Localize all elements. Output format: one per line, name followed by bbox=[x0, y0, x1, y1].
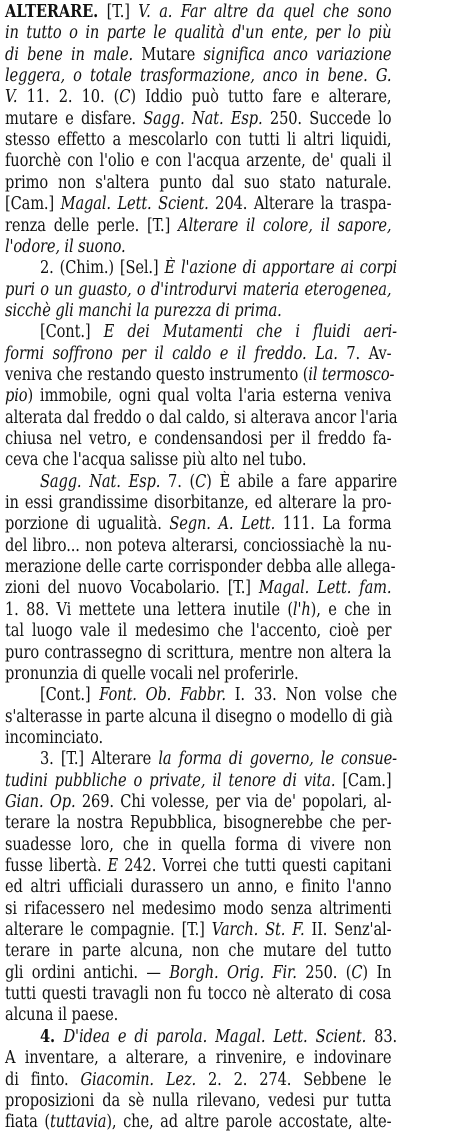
italic-text: l'odore, il suono. bbox=[5, 236, 126, 257]
text-run: mutare e disfare. bbox=[5, 108, 144, 129]
text-run: ), che, ad altre parole accostate, alte- bbox=[106, 1112, 392, 1133]
text-run: merazione delle carte corrisponder debba alle allega- bbox=[5, 557, 396, 578]
text-run: II. Senz'al- bbox=[304, 920, 392, 941]
text-run: 269. Chi volesse, per via de' popolari, al- bbox=[75, 791, 392, 812]
italic-text: il termosco- bbox=[308, 364, 395, 385]
text-run: [Cont.] bbox=[40, 322, 104, 343]
text-run: s'alterasse in parte alcuna il disegno o modello di già bbox=[5, 706, 393, 727]
text-run: 7. Av- bbox=[337, 343, 392, 364]
text-run: renza delle perle. [T.] bbox=[5, 215, 179, 236]
italic-text: V. a. Far altre da quel che sono bbox=[138, 2, 392, 22]
italic-text: tuttavia bbox=[49, 1112, 107, 1133]
text-run: ceva che l'acqua salisse più alto nel tubo. bbox=[5, 450, 307, 471]
italic-text: puri o un guasto, o d'introdurvi materia eterogenea, bbox=[5, 279, 392, 300]
italic-text: in tutto o in parte le qualità d'un ente, per lo più bbox=[5, 23, 392, 44]
text-run: ) Iddio può tutto fare e alterare, bbox=[130, 87, 392, 108]
text-run: puro contrassegno di scrittura, mentre non altera la bbox=[5, 642, 392, 663]
text-run: 83. bbox=[366, 1026, 398, 1047]
text-run: I. 33. Non volse che bbox=[225, 685, 398, 706]
italic-text: significa anco variazione bbox=[203, 44, 392, 65]
text-run: proposizioni da sè nulla rilevano, vedesi pur tutta bbox=[5, 1090, 392, 1111]
text-run: 111. La forma bbox=[275, 514, 392, 535]
text-run: ) In bbox=[362, 962, 392, 983]
italic-text: V. bbox=[5, 87, 18, 108]
text-run: stesso effetto a mescolarlo con tutti li altri liquidi, bbox=[5, 130, 392, 151]
text-run: [Cam.] bbox=[5, 194, 61, 215]
text-run: gli ordini antichi. — bbox=[5, 962, 170, 983]
bold-text: 4. bbox=[40, 1026, 64, 1047]
italic-text: Segn. A. Lett. bbox=[169, 514, 276, 535]
text-run: 250. ( bbox=[296, 962, 352, 983]
italic-text: Alterare il colore, il sapore, bbox=[178, 215, 392, 236]
italic-text: Gian. Op. bbox=[5, 791, 76, 812]
italic-text: C bbox=[119, 87, 131, 108]
italic-text: Borgh. Orig. Fir. bbox=[169, 962, 297, 983]
text-run: di finto. bbox=[5, 1069, 81, 1090]
text-run: 1. 88. Vi mettete una lettera inutile ( bbox=[5, 599, 293, 620]
text-run: fusse libertà. bbox=[5, 856, 108, 876]
text-run: porzione di ugualità. bbox=[5, 514, 170, 535]
italic-text: Magal. Lett. Scient. bbox=[60, 194, 209, 215]
text-run: Mutare bbox=[132, 44, 204, 65]
italic-text: l'h bbox=[292, 599, 311, 620]
italic-text: C bbox=[195, 471, 207, 492]
italic-text: Font. Ob. Fabbr. bbox=[99, 685, 226, 706]
italic-text: di bene in male. bbox=[5, 44, 133, 65]
text-run: 7. ( bbox=[160, 471, 196, 492]
italic-text: E bbox=[107, 856, 119, 876]
text-run: [Cam.] bbox=[335, 770, 392, 791]
text-run: primo non s'altera punto dal suo stato naturale. bbox=[5, 172, 392, 193]
text-run: 242. Vorrei che tutti questi capitani bbox=[118, 856, 392, 876]
text-run: fiata ( bbox=[5, 1112, 50, 1133]
text-run: ) È abile a fare apparire bbox=[206, 471, 398, 492]
italic-text: C bbox=[351, 962, 363, 983]
text-run: A inventare, a alterare, a rinvenire, e indovinare bbox=[5, 1048, 392, 1069]
italic-text: leggera, o totale trasformazione, anco in bene. G. bbox=[5, 66, 392, 87]
italic-text: sicchè gli manchi la purezza di prima. bbox=[5, 300, 282, 321]
italic-text: Magal. Lett. fam. bbox=[258, 578, 392, 599]
text-run: 3. [T.] Alterare bbox=[40, 749, 159, 770]
text-run: chiusa nel vetro, e condensandosi per il freddo fa- bbox=[5, 429, 392, 449]
italic-text: D'idea e di parola. Magal. Lett. Scient. bbox=[63, 1026, 367, 1047]
italic-text: formi soffrono per il caldo e il freddo. La. bbox=[5, 343, 338, 364]
italic-text: pio bbox=[5, 386, 28, 407]
text-run: 11. 2. 10. ( bbox=[17, 87, 120, 108]
text-run: 204. Alterare la traspa- bbox=[208, 194, 392, 215]
italic-text: Sagg. Nat. Esp. bbox=[143, 108, 263, 129]
text-run: [Cont.] bbox=[40, 685, 100, 706]
text-run: tutti questi travagli non fu tocco nè alterato di cosa bbox=[5, 984, 392, 1005]
italic-text: Sagg. Nat. Esp. bbox=[40, 471, 161, 492]
text-run: del libro... non poteva alterarsi, conciossiachè la nu- bbox=[5, 535, 392, 556]
text-line bbox=[5, 1110, 391, 1133]
text-run: 2. 2. 274. Sebbene le bbox=[196, 1069, 392, 1090]
text-run: alterata dal freddo o dal caldo, si alterava ancor l'aria bbox=[5, 407, 398, 428]
text-run: pronunzia di quelle vocali nel proferirle. bbox=[5, 663, 299, 684]
text-run: alterare le compagnie. [T.] bbox=[5, 920, 212, 941]
text-run: ed altri ufficiali durassero un anno, e finito l'anno bbox=[5, 877, 392, 898]
text-run: veniva che restando questo instrumento ( bbox=[5, 364, 309, 385]
italic-text: E dei Mutamenti che i fluidi aeri- bbox=[103, 322, 397, 343]
bold-text: ALTERARE. bbox=[5, 2, 99, 22]
text-run: in essi grandissime disorbitanze, ed alterare la pro- bbox=[5, 493, 392, 514]
text-run: incominciato. bbox=[5, 727, 103, 748]
text-run: ) immobile, ogni qual volta l'aria esterna veniva bbox=[27, 386, 392, 407]
italic-text: la forma di governo, le consue- bbox=[158, 749, 397, 770]
italic-text: È l'azione di apportare ai corpi bbox=[164, 258, 398, 279]
text-run: zioni del nuovo Vocabolario. [T.] bbox=[5, 578, 259, 599]
text-run: alcuna il paese. bbox=[5, 1005, 119, 1026]
text-run: tal luogo vale il medesimo che l'accento, cioè per bbox=[5, 621, 392, 642]
text-run: fuorchè con l'olio e con l'acqua arzente, de' quali il bbox=[5, 151, 392, 172]
italic-text: Giacomin. Lez. bbox=[80, 1069, 197, 1090]
text-run: [T.] bbox=[98, 2, 139, 22]
text-run: ), e che in bbox=[310, 599, 392, 620]
text-run: terare in parte alcuna, non che mutare del tutto bbox=[5, 941, 392, 962]
text-run: 250. Succede lo bbox=[262, 108, 392, 129]
text-run: 2. (Chim.) [Sel.] bbox=[40, 258, 165, 279]
text-run: terare la nostra Repubblica, bisognerebbe che per- bbox=[5, 813, 392, 834]
italic-text: tudini pubbliche o private, il tenore di vita. bbox=[5, 770, 336, 791]
italic-text: Varch. St. F. bbox=[211, 920, 305, 941]
text-run: si rifacessero nel medesimo modo senza altrimenti bbox=[5, 898, 392, 919]
text-run: suadesse loro, che in quella forma di vivere non bbox=[5, 834, 392, 855]
